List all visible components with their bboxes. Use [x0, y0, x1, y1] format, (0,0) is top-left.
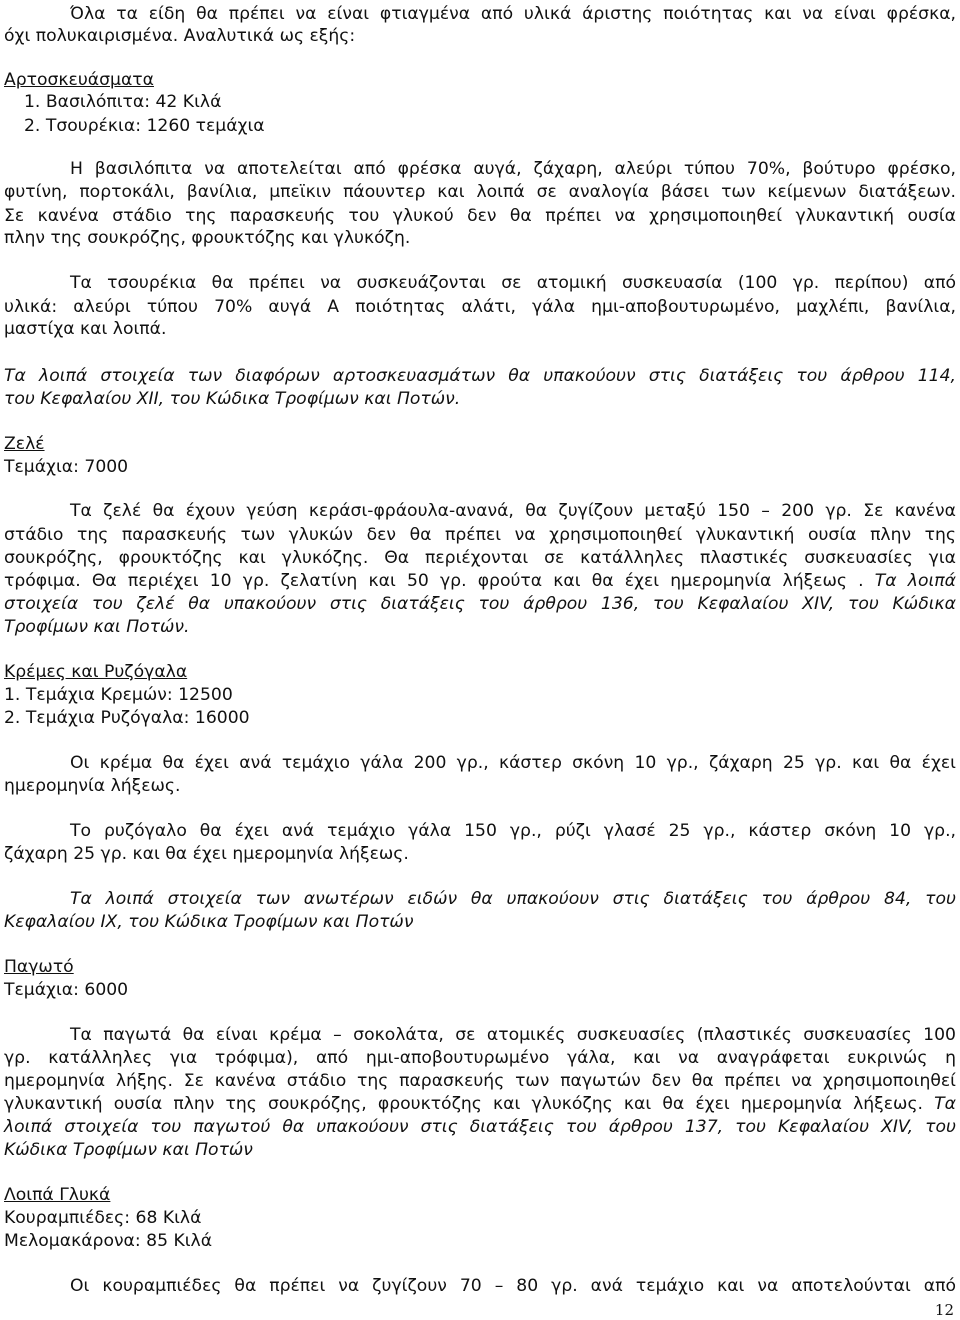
- jelly-p1-line-1: Τα ζελέ θα έχουν γεύση κεράσι-φράουλα-ανανά, θα ζυγίζουν μεταξύ 150 – 200 γρ. Σε κανένα: [70, 501, 956, 521]
- icecream-p1-line-1: Τα παγωτά θα είναι κρέμα – σοκολάτα, σε ατομικές συσκευασίες (πλαστικές συσκευασίες 100: [70, 1025, 956, 1045]
- icecream-p1-line-3: ημερομηνία λήξης. Σε κανένα στάδιο της παρασκευής των παγωτών δεν θα πρέπει να χρησιμοποιηθεί: [4, 1071, 956, 1091]
- icecream-p1-line-4-plain: γλυκαντική ουσία πλην της σουκρόζης, φρουκτόζης και γλυκόζης και θα έχει ημερομηνία λήξεως.: [4, 1094, 935, 1114]
- other-item-2: Μελομακάρονα: 85 Κιλά: [4, 1231, 213, 1251]
- bakery-p2-line-3: μαστίχα και λοιπά.: [4, 319, 167, 339]
- section-heading-creams: Κρέμες και Ρυζόγαλα: [4, 662, 188, 682]
- bakery-p1-line-3: Σε κανένα στάδιο της παρασκευής του γλυκού δεν θα πρέπει να χρησιμοποιηθεί γλυκαντική ουσία: [4, 206, 956, 226]
- intro-line-2: όχι πολυκαιρισμένα. Αναλυτικά ως εξής:: [4, 26, 356, 46]
- creams-p3-line-1: Τα λοιπά στοιχεία των ανωτέρων ειδών θα υπακούουν στις διατάξεις του άρθρου 84, του: [70, 889, 956, 909]
- creams-item-2: 2. Τεμάχια Ρυζόγαλα: 16000: [4, 708, 250, 728]
- creams-p1-line-1: Οι κρέμα θα έχει ανά τεμάχιο γάλα 200 γρ., κάστερ σκόνη 10 γρ., ζάχαρη 25 γρ. και θα έχει: [70, 753, 956, 773]
- icecream-count: Τεμάχια: 6000: [4, 980, 129, 1000]
- creams-p2-line-1: Το ρυζόγαλο θα έχει ανά τεμάχιο γάλα 150 γρ., ρύζι γλασέ 25 γρ., κάστερ σκόνη 10 γρ.,: [70, 821, 956, 841]
- bakery-p1-line-2: φυτίνη, πορτοκάλι, βανίλια, μπεϊκιν πάουντερ και λοιπά σε αναλογία βάσει των κείμενων διατάξεων.: [4, 182, 956, 202]
- jelly-p1-line-4: [4, 570, 956, 592]
- section-heading-other: Λοιπά Γλυκά: [4, 1185, 111, 1205]
- creams-p3-line-2: Κεφαλαίου IX, του Κώδικα Τροφίμων και Ποτών: [4, 912, 414, 932]
- jelly-p1-line-3: σουκρόζης, φρουκτόζης και γλυκόζης. Θα περιέχονται σε κατάλληλες πλαστικές συσκευασίες για: [4, 548, 956, 568]
- bakery-p3-line-1: Τα λοιπά στοιχεία των διαφόρων αρτοσκευασμάτων θα υπακούουν στις διατάξεις του άρθρου 114,: [4, 366, 956, 386]
- bakery-p2-line-1: Τα τσουρέκια θα πρέπει να συσκευάζονται σε ατομική συσκευασία (100 γρ. περίπου) από: [70, 273, 956, 293]
- other-item-1: Κουραμπιέδες: 68 Κιλά: [4, 1208, 202, 1228]
- bakery-p1-line-1: Η βασιλόπιτα να αποτελείται από φρέσκα αυγά, ζάχαρη, αλεύρι τύπου 70%, βούτυρο φρέσκο,: [70, 159, 956, 179]
- page-number: 12: [934, 1301, 954, 1319]
- jelly-count: Τεμάχια: 7000: [4, 457, 129, 477]
- icecream-p1-line-6: Κώδικα Τροφίμων και Ποτών: [4, 1140, 253, 1160]
- icecream-p1-line-4: [4, 1093, 956, 1115]
- jelly-p1-line-6: Τροφίμων και Ποτών.: [4, 617, 190, 637]
- bakery-item-1: 1. Βασιλόπιτα: 42 Κιλά: [24, 92, 222, 112]
- other-p1-line-1: Οι κουραμπιέδες θα πρέπει να ζυγίζουν 70 – 80 γρ. ανά τεμάχιο και να αποτελούνται από: [70, 1276, 956, 1296]
- bakery-item-2: 2. Τσουρέκια: 1260 τεμάχια: [24, 116, 265, 136]
- section-heading-bakery: Αρτοσκευάσματα: [4, 70, 154, 90]
- jelly-p1-line-5: στοιχεία του ζελέ θα υπακούουν στις διατάξεις του άρθρου 136, του Κεφαλαίου XIV, του Κώδικα: [4, 594, 956, 614]
- bakery-p3-line-2: του Κεφαλαίου XII, του Κώδικα Τροφίμων και Ποτών.: [4, 389, 461, 409]
- jelly-p1-line-2: στάδιο της παρασκευής των γλυκών δεν θα πρέπει να χρησιμοποιηθεί γλυκαντική ουσία πλην της: [4, 525, 956, 545]
- icecream-p1-line-2: γρ. κατάλληλες για τρόφιμα), από ημι-αποβουτυρωμένο γάλα, και να αναγράφεται ευκρινώς η: [4, 1048, 956, 1068]
- creams-p1-line-2: ημερομηνία λήξεως.: [4, 776, 181, 796]
- bakery-p2-line-2: υλικά: αλεύρι τύπου 70% αυγά Α ποιότητας αλάτι, γάλα ημι-αποβουτυρωμένο, μαχλέπι, βανίλια,: [4, 297, 956, 317]
- jelly-p1-line-4-italic: Τα λοιπά: [874, 571, 956, 591]
- icecream-p1-line-5: λοιπά στοιχεία του παγωτού θα υπακούουν στις διατάξεις του άρθρου 137, του Κεφαλαίου XIV, του: [4, 1117, 956, 1137]
- creams-item-1: 1. Τεμάχια Κρεμών: 12500: [4, 685, 233, 705]
- intro-line-1: Όλα τα είδη θα πρέπει να είναι φτιαγμένα από υλικά άριστης ποιότητας και να είναι φρέσκα,: [70, 4, 956, 24]
- icecream-p1-line-4-italic: Τα: [934, 1094, 956, 1114]
- creams-p2-line-2: ζάχαρη 25 γρ. και θα έχει ημερομηνία λήξεως.: [4, 844, 409, 864]
- section-heading-icecream: Παγωτό: [4, 957, 74, 977]
- jelly-p1-line-4-plain: τρόφιμα. Θα περιέχει 10 γρ. ζελατίνη και 50 γρ. φρούτα και θα έχει ημερομηνία λήξεως .: [4, 571, 875, 591]
- bakery-p1-line-4: πλην της σουκρόζης, φρουκτόζης και γλυκόζη.: [4, 228, 411, 248]
- section-heading-jelly: Ζελέ: [4, 434, 45, 454]
